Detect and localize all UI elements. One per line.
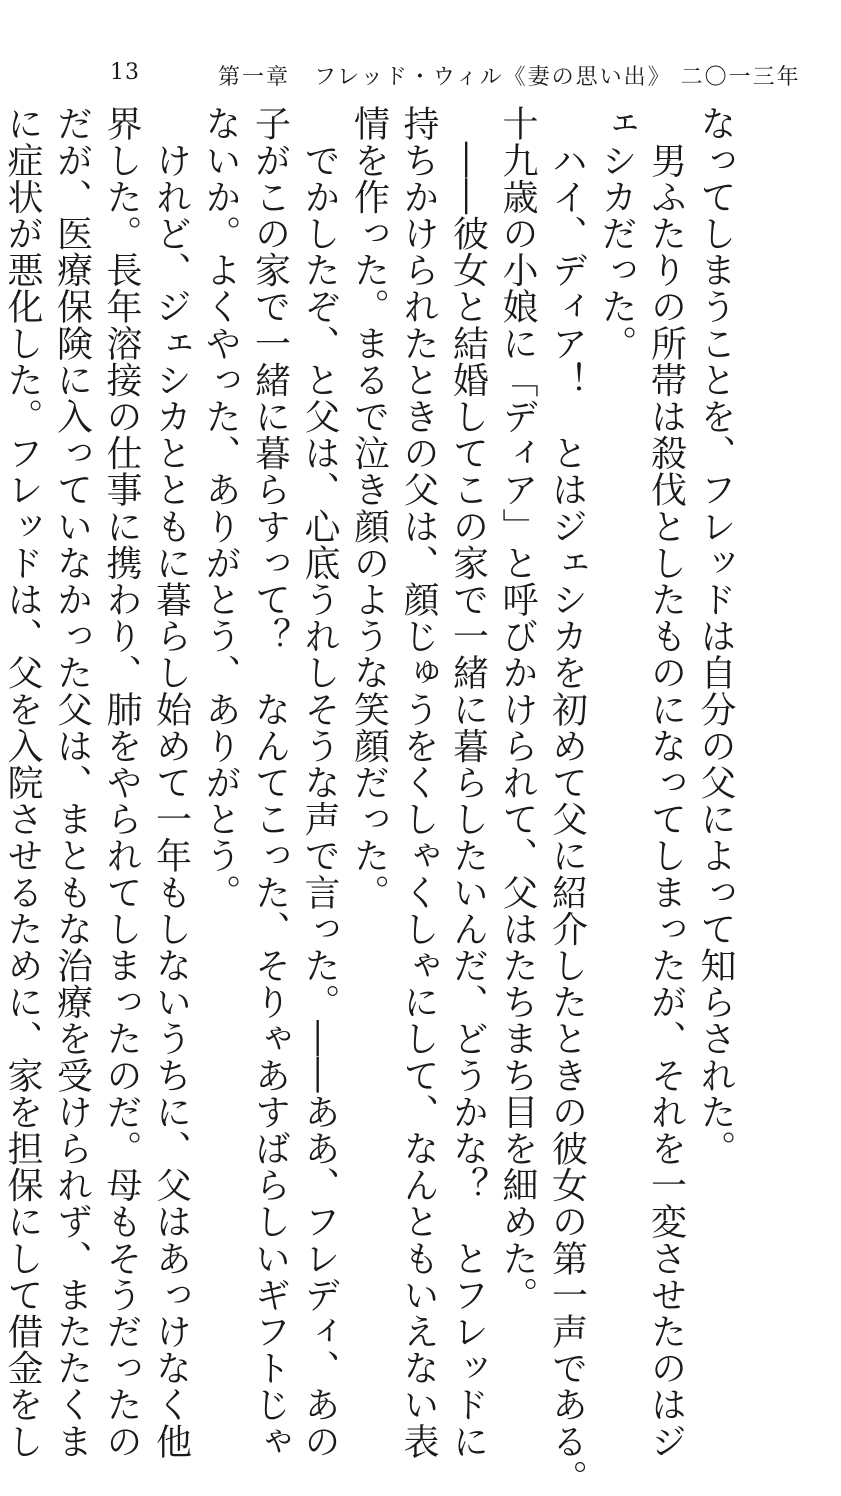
text-line: 子がこの家で一緒に暮らすって？ なんてこった、そりゃあすばらしいギフトじゃ xyxy=(249,105,291,1460)
text-line: なってしまうことを、フレッドは自分の父によって知らされた。 xyxy=(695,105,736,1167)
text-line: けれど、ジェシカとともに暮らし始めて一年もしないうちに、父はあっけなく他 xyxy=(150,105,192,1460)
text-line: ハイ、ディア！ とはジェシカを初めて父に紹介したときの彼女の第一声である。 xyxy=(546,105,588,1496)
text-line: 情を作った。まるで泣き顔のような笑顔だった。 xyxy=(348,105,390,911)
vertical-body-text xyxy=(2,105,740,1496)
text-line: だが、医療保険に入っていなかった父は、まともな治療を受けられず、またたくま xyxy=(51,105,93,1460)
text-line: に症状が悪化した。フレッドは、父を入院させるために、家を担保にして借金をし xyxy=(2,105,43,1460)
text-line: 十九歳の小娘に「ディア」と呼びかけられて、父はたちまち目を細めた。 xyxy=(497,105,538,1313)
text-line: でかしたぞ、と父は、心底うれしそうな声で言った。――ああ、フレディ、あの xyxy=(299,105,340,1460)
text-line: ――彼女と結婚してこの家で一緒に暮らしたいんだ、どうかな？ とフレッドに xyxy=(447,105,489,1460)
text-line: ないか。よくやった、ありがとう、ありがとう。 xyxy=(200,105,241,911)
text-line: 界した。長年溶接の仕事に携わり、肺をやられてしまったのだ。母もそうだったの xyxy=(101,105,142,1460)
text-line: 持ちかけられたときの父は、顔じゅうをくしゃくしゃにして、なんともいえない表 xyxy=(398,105,439,1460)
page-number: 13 xyxy=(110,60,140,85)
text-line: 男ふたりの所帯は殺伐としたものになってしまったが、それを一変させたのはジ xyxy=(645,105,687,1460)
running-header: 第一章 フレッド・ウィル《妻の思い出》 二〇一三年 xyxy=(218,65,801,90)
text-line: ェシカだった。 xyxy=(596,105,637,362)
